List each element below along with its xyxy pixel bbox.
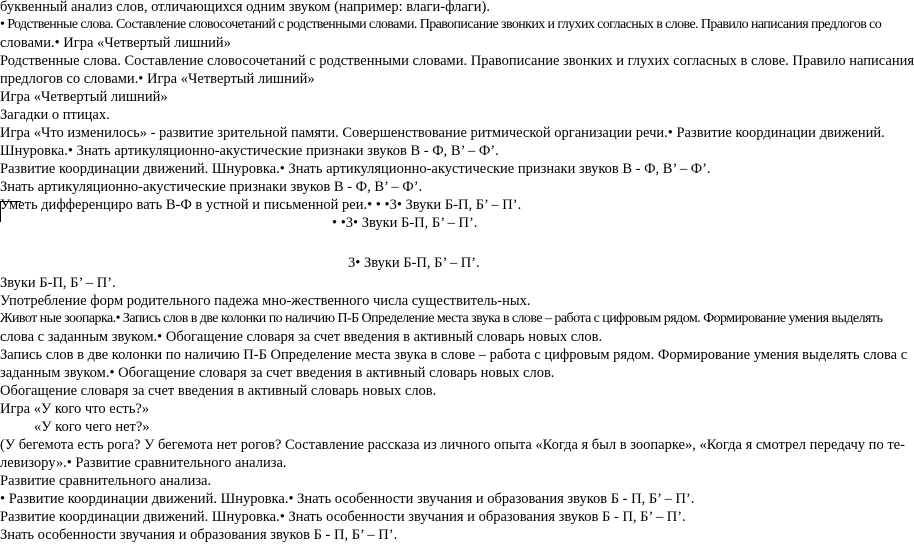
text-line-28: Развитие координации движений. Шнуровка.• Знать особенности звучания и образования звуков Б - П, Б’ – П’. — [0, 509, 686, 525]
text-line-23: «У кого чего нет?» — [34, 419, 150, 435]
text-line-22: Игра «У кого что есть?» — [0, 401, 150, 417]
text-line-14: 3• Звуки Б-П, Б’ – П’. — [348, 255, 480, 271]
text-line-29: Знать особенности звучания и образования звуков Б - П, Б’ – П’. — [0, 527, 398, 543]
text-line-9: Шнуровка.• Знать артикуляционно-акустические признаки звуков В - Ф, В’ – Ф’. — [0, 143, 499, 159]
text-line-19: Запись слов в две колонки по наличию П-Б Определение места звука в слове – работа с цифровым рядом. Формирование умения выделять слова с — [0, 347, 908, 363]
text-line-25: левизору».• Развитие сравнительного анализа. — [0, 455, 287, 471]
text-line-7: Загадки о птицах. — [0, 107, 110, 123]
text-line-5: предлогов со словами.• Игра «Четвертый лишний» — [0, 71, 315, 87]
text-line-18: слова с заданным звуком.• Обогащение словаря за счет введения в активный словарь новых слов. — [0, 329, 603, 345]
text-line-11: Знать артикуляционно-акустические признаки звуков В - Ф, В’ – Ф’. — [0, 179, 423, 195]
text-line-16: Употребление форм родительного падежа мно-жественного числа существитель-ных. — [0, 293, 531, 309]
text-line-13: • •3• Звуки Б-П, Б’ – П’. — [332, 215, 478, 231]
text-line-17: Живот ные зоопарка.• Запись слов в две колонки по наличию П-Б Определение места звука в слове – работа с цифровым рядом. Формирование умения выделять — [0, 311, 883, 326]
text-line-3: словами.• Игра «Четвертый лишний» — [0, 35, 231, 51]
text-line-15: Звуки Б-П, Б’ – П’. — [0, 275, 116, 291]
text-line-20: заданным звуком.• Обогащение словаря за счет введения в активный словарь новых слов. — [0, 365, 555, 381]
text-line-8: Игра «Что изменилось» - развитие зрительной памяти. Совершенствование ритмической организации речи.• Развитие координации движений. — [0, 125, 885, 141]
text-line-12: Уметь дифференциро вать В-Ф в устной и письменной реи.• • •3• Звуки Б-П, Б’ – П’. — [0, 197, 522, 213]
text-line-10: Развитие координации движений. Шнуровка.• Знать артикуляционно-акустические признаки звуков В - Ф, В’ – Ф’. — [0, 161, 711, 177]
text-line-26: Развитие сравнительного анализа. — [0, 473, 212, 489]
text-line-27: • Развитие координации движений. Шнуровка.• Знать особенности звучания и образования звуков Б - П, Б’ – П’. — [0, 491, 695, 507]
table-cell-border — [0, 201, 21, 222]
text-line-4: Родственные слова. Составление словосочетаний с родственными словами. Правописание звонких и глухих согласных в слове. Правило написания — [0, 53, 914, 69]
text-line-1: буквенный анализ слов, отличающихся одним звуком (например: влаги-флаги). — [0, 0, 490, 15]
text-line-21: Обогащение словаря за счет введения в активный словарь новых слов. — [0, 383, 437, 399]
text-line-24: (У бегемота есть рога? У бегемота нет рогов? Составление рассказа из личного опыта «Когда я был в зоопарке», «Когда я смотрел передачу по те- — [0, 437, 905, 453]
text-line-2: • Родственные слова. Составление словосочетаний с родственными словами. Правописание звонких и глухих согласных в слове. Правило написания предлогов со — [0, 17, 882, 32]
text-line-6: Игра «Четвертый лишний» — [0, 89, 168, 105]
